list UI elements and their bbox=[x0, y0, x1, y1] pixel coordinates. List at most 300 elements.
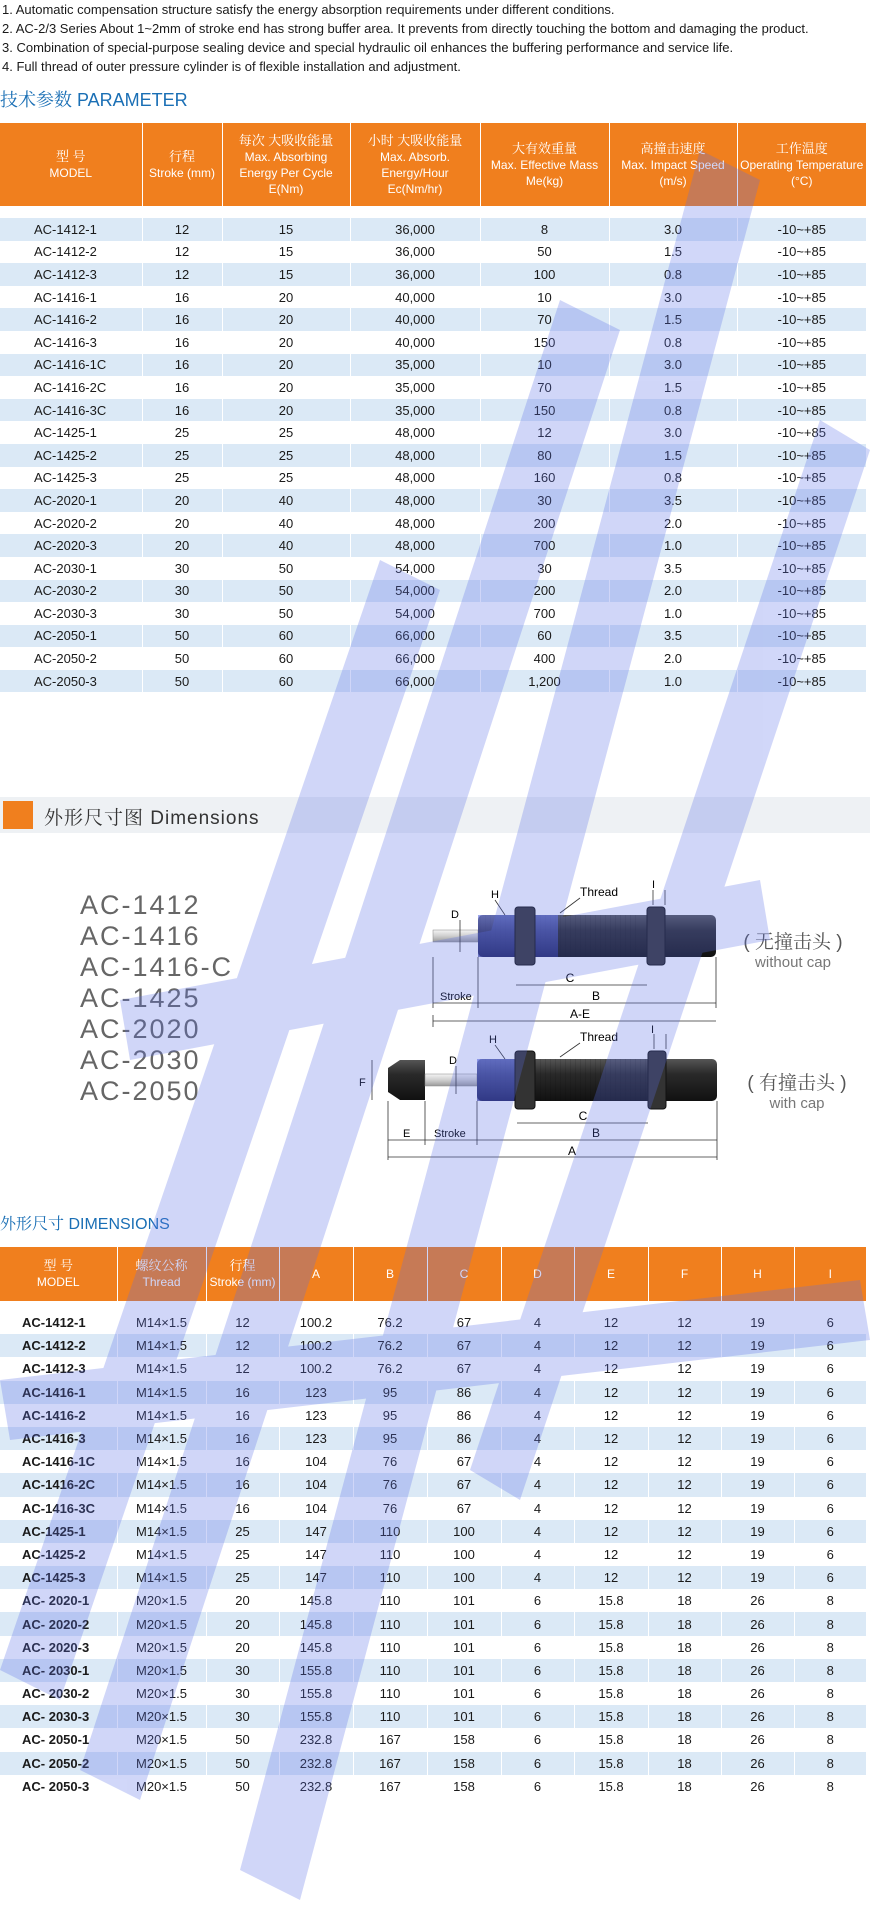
table-cell: 100.2 bbox=[279, 1311, 353, 1334]
table-cell: 15.8 bbox=[574, 1775, 648, 1798]
table-cell: 50 bbox=[142, 670, 222, 693]
table-cell: 0.8 bbox=[609, 263, 737, 286]
table-cell: 0.8 bbox=[609, 399, 737, 422]
model-name: AC-2050 bbox=[80, 1076, 201, 1106]
table-cell: 147 bbox=[279, 1543, 353, 1566]
table-cell: AC- 2030-1 bbox=[0, 1659, 117, 1682]
note-3: 3. Combination of special-purpose sealing device and special hydraulic oil enhances the buffering performance and service life. bbox=[2, 40, 734, 55]
table-cell: 15 bbox=[222, 218, 350, 241]
table-cell: 36,000 bbox=[350, 218, 480, 241]
blue-tint-2 bbox=[477, 1059, 517, 1101]
table-cell: M20×1.5 bbox=[117, 1636, 206, 1659]
table-cell: 104 bbox=[279, 1450, 353, 1473]
table-cell: AC-1416-3 bbox=[0, 331, 142, 354]
table-cell: M20×1.5 bbox=[117, 1612, 206, 1635]
table-cell: 50 bbox=[206, 1775, 279, 1798]
dim-header-i: I bbox=[794, 1247, 866, 1301]
table-cell: 6 bbox=[794, 1450, 866, 1473]
table-cell: 12 bbox=[648, 1311, 721, 1334]
table-cell: 16 bbox=[206, 1473, 279, 1496]
table-cell: 60 bbox=[222, 670, 350, 693]
table-cell: AC-1416-2C bbox=[0, 1473, 117, 1496]
table-cell: 40,000 bbox=[350, 331, 480, 354]
table-cell: 12 bbox=[574, 1497, 648, 1520]
table-cell: 20 bbox=[222, 399, 350, 422]
table-cell: M14×1.5 bbox=[117, 1520, 206, 1543]
table-row bbox=[0, 1543, 866, 1566]
table-cell: M20×1.5 bbox=[117, 1752, 206, 1775]
table-cell: 12 bbox=[648, 1334, 721, 1357]
table-cell: 86 bbox=[427, 1381, 501, 1404]
table-cell: 123 bbox=[279, 1427, 353, 1450]
table-cell: 12 bbox=[648, 1381, 721, 1404]
table-cell: 15.8 bbox=[574, 1612, 648, 1635]
piston-rod-2 bbox=[425, 1074, 477, 1086]
table-cell: 3.5 bbox=[609, 557, 737, 580]
table-cell: 2.0 bbox=[609, 647, 737, 670]
table-cell: 232.8 bbox=[279, 1775, 353, 1798]
table-cell: M14×1.5 bbox=[117, 1450, 206, 1473]
table-cell: AC-1416-1 bbox=[0, 286, 142, 309]
table-cell: -10~+85 bbox=[737, 263, 866, 286]
table-cell: 86 bbox=[427, 1404, 501, 1427]
table-cell: 50 bbox=[142, 625, 222, 648]
table-cell: -10~+85 bbox=[737, 625, 866, 648]
table-cell: M20×1.5 bbox=[117, 1705, 206, 1728]
table-cell: 4 bbox=[501, 1404, 574, 1427]
table-cell: 6 bbox=[501, 1612, 574, 1635]
table-row bbox=[0, 1775, 866, 1798]
table-cell: 12 bbox=[574, 1311, 648, 1334]
table-cell: 12 bbox=[574, 1473, 648, 1496]
table-cell: -10~+85 bbox=[737, 557, 866, 580]
table-cell: 110 bbox=[353, 1612, 427, 1635]
table-cell: 16 bbox=[142, 286, 222, 309]
table-cell: 70 bbox=[480, 308, 609, 331]
dim-label-d2: D bbox=[449, 1055, 457, 1067]
table-cell: 25 bbox=[222, 467, 350, 490]
table-cell: 26 bbox=[721, 1728, 794, 1751]
table-cell: 30 bbox=[142, 557, 222, 580]
table-row bbox=[0, 1311, 866, 1334]
table-cell: 76.2 bbox=[353, 1334, 427, 1357]
table-cell: -10~+85 bbox=[737, 512, 866, 535]
table-cell: 12 bbox=[574, 1543, 648, 1566]
table-cell: 30 bbox=[142, 602, 222, 625]
table-cell: 35,000 bbox=[350, 354, 480, 377]
dim-header-b: B bbox=[353, 1247, 427, 1301]
table-cell: 6 bbox=[501, 1752, 574, 1775]
table-cell: AC-1416-3 bbox=[0, 1427, 117, 1450]
table-cell: 36,000 bbox=[350, 263, 480, 286]
table-cell: 20 bbox=[206, 1589, 279, 1612]
table-cell: 4 bbox=[501, 1357, 574, 1380]
table-cell: 104 bbox=[279, 1473, 353, 1496]
table-row bbox=[0, 1636, 866, 1659]
table-cell: 15.8 bbox=[574, 1682, 648, 1705]
table-cell: 19 bbox=[721, 1473, 794, 1496]
table-cell: M20×1.5 bbox=[117, 1589, 206, 1612]
note-2: 2. AC-2/3 Series About 1~2mm of stroke end has strong buffer area. It prevents from directly touching the bottom and damaging the product. bbox=[2, 21, 809, 36]
table-cell: 12 bbox=[574, 1357, 648, 1380]
table-cell: 6 bbox=[501, 1659, 574, 1682]
table-cell: 8 bbox=[794, 1682, 866, 1705]
table-cell: 12 bbox=[142, 241, 222, 264]
table-cell: 50 bbox=[206, 1728, 279, 1751]
table-cell: 6 bbox=[794, 1381, 866, 1404]
table-cell: 19 bbox=[721, 1427, 794, 1450]
table-cell: 100 bbox=[427, 1520, 501, 1543]
table-cell: AC-2020-3 bbox=[0, 534, 142, 557]
table-cell: 40 bbox=[222, 534, 350, 557]
table-cell: 12 bbox=[648, 1520, 721, 1543]
table-cell: AC-2030-1 bbox=[0, 557, 142, 580]
table-cell: 6 bbox=[794, 1473, 866, 1496]
table-cell: 60 bbox=[222, 625, 350, 648]
table-cell: 100 bbox=[427, 1566, 501, 1589]
table-cell: AC-1425-1 bbox=[0, 1520, 117, 1543]
model-name: AC-1416-C bbox=[80, 952, 234, 982]
table-cell: 67 bbox=[427, 1450, 501, 1473]
table-cell: 0.8 bbox=[609, 467, 737, 490]
table-cell: 36,000 bbox=[350, 241, 480, 264]
table-cell: 700 bbox=[480, 534, 609, 557]
dimensions-title: 外形尺寸 DIMENSIONS bbox=[0, 1216, 170, 1233]
table-cell: 67 bbox=[427, 1334, 501, 1357]
table-cell: 110 bbox=[353, 1705, 427, 1728]
table-cell: 18 bbox=[648, 1775, 721, 1798]
table-cell: AC-1425-1 bbox=[0, 421, 142, 444]
table-cell: 155.8 bbox=[279, 1659, 353, 1682]
dimensions-table bbox=[0, 1247, 866, 1798]
table-cell: 50 bbox=[480, 241, 609, 264]
table-cell: 40 bbox=[222, 512, 350, 535]
table-cell: 6 bbox=[501, 1682, 574, 1705]
table-cell: 100 bbox=[427, 1543, 501, 1566]
table-cell: 1.5 bbox=[609, 241, 737, 264]
table-cell: -10~+85 bbox=[737, 354, 866, 377]
table-cell: 26 bbox=[721, 1612, 794, 1635]
table-cell: 232.8 bbox=[279, 1728, 353, 1751]
table-cell: 6 bbox=[501, 1775, 574, 1798]
table-cell: 15 bbox=[222, 263, 350, 286]
table-cell: 110 bbox=[353, 1589, 427, 1612]
dim-header-e: E bbox=[574, 1247, 648, 1301]
table-cell: M20×1.5 bbox=[117, 1728, 206, 1751]
with-cap-label bbox=[722, 1068, 870, 1112]
lock-nut-rear-1 bbox=[647, 907, 665, 965]
table-cell: -10~+85 bbox=[737, 580, 866, 603]
piston-rod-1 bbox=[433, 930, 478, 942]
table-cell: 16 bbox=[206, 1381, 279, 1404]
dim-label-c2: C bbox=[578, 1109, 588, 1123]
table-cell: 4 bbox=[501, 1311, 574, 1334]
table-cell: -10~+85 bbox=[737, 670, 866, 693]
table-cell: 158 bbox=[427, 1728, 501, 1751]
table-cell: AC- 2050-1 bbox=[0, 1728, 117, 1751]
table-cell: 25 bbox=[206, 1566, 279, 1589]
table-cell: 95 bbox=[353, 1404, 427, 1427]
table-cell: 101 bbox=[427, 1589, 501, 1612]
dim-label-thread: Thread bbox=[580, 885, 619, 899]
table-cell: AC-1425-2 bbox=[0, 1543, 117, 1566]
table-cell: 0.8 bbox=[609, 331, 737, 354]
table-cell: 101 bbox=[427, 1659, 501, 1682]
table-cell: 123 bbox=[279, 1381, 353, 1404]
table-cell: 54,000 bbox=[350, 557, 480, 580]
table-cell: AC-1416-3C bbox=[0, 1497, 117, 1520]
table-cell: 26 bbox=[721, 1775, 794, 1798]
table-cell: 147 bbox=[279, 1566, 353, 1589]
table-cell: M20×1.5 bbox=[117, 1659, 206, 1682]
table-cell: 19 bbox=[721, 1404, 794, 1427]
table-cell: 12 bbox=[574, 1427, 648, 1450]
table-cell: 48,000 bbox=[350, 512, 480, 535]
table-cell: 86 bbox=[427, 1427, 501, 1450]
table-cell: 100 bbox=[480, 263, 609, 286]
table-cell: 18 bbox=[648, 1728, 721, 1751]
table-cell: 67 bbox=[427, 1497, 501, 1520]
model-name: AC-1416 bbox=[80, 921, 201, 951]
table-cell: 200 bbox=[480, 512, 609, 535]
table-cell: 1.0 bbox=[609, 534, 737, 557]
table-cell: 12 bbox=[574, 1404, 648, 1427]
table-cell: 76 bbox=[353, 1450, 427, 1473]
table-cell: 158 bbox=[427, 1775, 501, 1798]
table-cell: 95 bbox=[353, 1427, 427, 1450]
table-cell: AC-1412-1 bbox=[0, 1311, 117, 1334]
table-cell: 18 bbox=[648, 1682, 721, 1705]
dim-label-c: C bbox=[565, 971, 575, 985]
table-cell: 25 bbox=[222, 421, 350, 444]
table-cell: 19 bbox=[721, 1566, 794, 1589]
dim-label-d: D bbox=[451, 909, 459, 921]
table-cell: 48,000 bbox=[350, 489, 480, 512]
table-cell: -10~+85 bbox=[737, 647, 866, 670]
table-cell: -10~+85 bbox=[737, 444, 866, 467]
table-cell: AC- 2050-2 bbox=[0, 1752, 117, 1775]
table-cell: 30 bbox=[206, 1682, 279, 1705]
table-cell: 48,000 bbox=[350, 534, 480, 557]
table-cell: AC-2030-3 bbox=[0, 602, 142, 625]
table-cell: -10~+85 bbox=[737, 286, 866, 309]
table-cell: 155.8 bbox=[279, 1705, 353, 1728]
table-cell: 8 bbox=[794, 1589, 866, 1612]
table-cell: 54,000 bbox=[350, 602, 480, 625]
impact-cap bbox=[388, 1060, 425, 1100]
table-cell: M14×1.5 bbox=[117, 1543, 206, 1566]
param-header-model: 型 号 MODEL bbox=[0, 123, 142, 206]
table-cell: 67 bbox=[427, 1311, 501, 1334]
table-cell: 3.0 bbox=[609, 354, 737, 377]
table-cell: 15.8 bbox=[574, 1589, 648, 1612]
table-cell: 160 bbox=[480, 467, 609, 490]
table-cell: AC- 2030-2 bbox=[0, 1682, 117, 1705]
table-cell: 25 bbox=[142, 421, 222, 444]
table-cell: 6 bbox=[794, 1543, 866, 1566]
table-cell: 40,000 bbox=[350, 286, 480, 309]
table-cell: 66,000 bbox=[350, 647, 480, 670]
table-cell: 18 bbox=[648, 1612, 721, 1635]
dim-label-i2: I bbox=[651, 1024, 655, 1036]
without-cap-en: without cap bbox=[755, 954, 831, 971]
table-cell: M14×1.5 bbox=[117, 1497, 206, 1520]
table-cell: 110 bbox=[353, 1636, 427, 1659]
table-cell: AC-1412-3 bbox=[0, 263, 142, 286]
table-cell: 16 bbox=[206, 1450, 279, 1473]
table-cell: 123 bbox=[279, 1404, 353, 1427]
dim-label-stroke2: Stroke bbox=[434, 1128, 466, 1140]
dim-label-b: B bbox=[591, 989, 601, 1003]
dim-label-h: H bbox=[491, 889, 499, 901]
without-cap-label bbox=[718, 927, 868, 971]
spacer-cell bbox=[0, 1301, 866, 1311]
dim-label-i: I bbox=[652, 879, 656, 891]
table-cell: 26 bbox=[721, 1705, 794, 1728]
table-cell: 1.5 bbox=[609, 308, 737, 331]
dim-header-f: F bbox=[648, 1247, 721, 1301]
table-cell: 35,000 bbox=[350, 376, 480, 399]
table-cell: AC- 2030-3 bbox=[0, 1705, 117, 1728]
lock-nut-front-1 bbox=[515, 907, 535, 965]
param-header-speed: 高撞击速度 Max. Impact Speed (m/s) bbox=[609, 123, 737, 206]
table-cell: 3.0 bbox=[609, 286, 737, 309]
table-row bbox=[0, 1404, 866, 1427]
table-cell: 15.8 bbox=[574, 1728, 648, 1751]
table-cell: 50 bbox=[222, 580, 350, 603]
table-cell: 25 bbox=[206, 1543, 279, 1566]
table-row bbox=[0, 1450, 866, 1473]
table-row bbox=[0, 1752, 866, 1775]
table-cell: 12 bbox=[206, 1311, 279, 1334]
table-cell: AC-1416-1C bbox=[0, 354, 142, 377]
table-cell: 48,000 bbox=[350, 444, 480, 467]
table-cell: M14×1.5 bbox=[117, 1404, 206, 1427]
table-cell: 20 bbox=[222, 286, 350, 309]
table-cell: 26 bbox=[721, 1636, 794, 1659]
table-cell: M14×1.5 bbox=[117, 1311, 206, 1334]
table-row bbox=[0, 1728, 866, 1751]
drawing-with-cap bbox=[359, 1024, 717, 1160]
table-cell: 200 bbox=[480, 580, 609, 603]
dim-label-ae: A-E bbox=[569, 1007, 591, 1021]
table-cell: AC-1425-3 bbox=[0, 467, 142, 490]
table-cell: 60 bbox=[480, 625, 609, 648]
table-cell: 3.5 bbox=[609, 625, 737, 648]
table-cell: 19 bbox=[721, 1381, 794, 1404]
table-cell: 50 bbox=[142, 647, 222, 670]
table-cell: 95 bbox=[353, 1381, 427, 1404]
parameter-title: 技术参数 PARAMETER bbox=[0, 90, 188, 110]
table-cell: -10~+85 bbox=[737, 534, 866, 557]
param-header-energy-cycle: 每次 大吸收能量 Max. Absorbing Energy Per Cycle E(Nm) bbox=[222, 123, 350, 206]
dim-label-h2: H bbox=[489, 1034, 497, 1046]
dimensions-table-body bbox=[0, 1301, 866, 1798]
table-cell: 6 bbox=[501, 1636, 574, 1659]
table-cell: M20×1.5 bbox=[117, 1775, 206, 1798]
table-cell: 101 bbox=[427, 1636, 501, 1659]
table-row bbox=[0, 1612, 866, 1635]
table-cell: AC-2030-2 bbox=[0, 580, 142, 603]
table-cell: 12 bbox=[648, 1497, 721, 1520]
table-cell: 145.8 bbox=[279, 1612, 353, 1635]
table-cell: AC- 2020-3 bbox=[0, 1636, 117, 1659]
table-cell: AC-2020-1 bbox=[0, 489, 142, 512]
table-cell: 100.2 bbox=[279, 1334, 353, 1357]
table-cell: 150 bbox=[480, 331, 609, 354]
table-cell: 26 bbox=[721, 1589, 794, 1612]
table-cell: 150 bbox=[480, 399, 609, 422]
table-row bbox=[0, 1497, 866, 1520]
table-cell: 4 bbox=[501, 1473, 574, 1496]
table-cell: 104 bbox=[279, 1497, 353, 1520]
table-cell: 19 bbox=[721, 1497, 794, 1520]
table-cell: 25 bbox=[142, 444, 222, 467]
table-row bbox=[0, 1520, 866, 1543]
table-row bbox=[0, 1427, 866, 1450]
table-cell: AC-1416-2C bbox=[0, 376, 142, 399]
table-cell: 110 bbox=[353, 1682, 427, 1705]
table-cell: 12 bbox=[648, 1543, 721, 1566]
table-cell: 3.0 bbox=[609, 218, 737, 241]
dim-label-b2: B bbox=[591, 1126, 601, 1140]
table-row bbox=[0, 1682, 866, 1705]
table-cell: 19 bbox=[721, 1311, 794, 1334]
table-cell: 10 bbox=[480, 354, 609, 377]
model-name: AC-1425 bbox=[80, 983, 201, 1013]
table-cell: 12 bbox=[480, 421, 609, 444]
dim-header-stroke: 行程 Stroke (mm) bbox=[206, 1247, 279, 1301]
table-cell: M14×1.5 bbox=[117, 1566, 206, 1589]
model-name: AC-1412 bbox=[80, 890, 201, 920]
table-cell: 40 bbox=[222, 489, 350, 512]
table-cell: 8 bbox=[794, 1612, 866, 1635]
table-cell: 12 bbox=[648, 1473, 721, 1496]
table-cell: 6 bbox=[501, 1705, 574, 1728]
table-cell: 66,000 bbox=[350, 625, 480, 648]
table-cell: 19 bbox=[721, 1520, 794, 1543]
dimensions-banner-title: 外形尺寸图 Dimensions bbox=[44, 808, 260, 829]
table-cell: 6 bbox=[794, 1404, 866, 1427]
table-cell: 4 bbox=[501, 1543, 574, 1566]
table-cell: 15.8 bbox=[574, 1705, 648, 1728]
table-cell: 4 bbox=[501, 1427, 574, 1450]
param-header-temperature: 工作温度 Operating Temperature (°C) bbox=[737, 123, 866, 206]
table-cell: 3.5 bbox=[609, 489, 737, 512]
table-cell: AC-1412-3 bbox=[0, 1357, 117, 1380]
table-cell: 12 bbox=[574, 1381, 648, 1404]
table-cell: M14×1.5 bbox=[117, 1334, 206, 1357]
table-cell: 26 bbox=[721, 1659, 794, 1682]
table-cell: 167 bbox=[353, 1752, 427, 1775]
table-cell: 101 bbox=[427, 1612, 501, 1635]
table-cell: 18 bbox=[648, 1636, 721, 1659]
table-cell: -10~+85 bbox=[737, 331, 866, 354]
table-cell: M14×1.5 bbox=[117, 1357, 206, 1380]
table-cell: 147 bbox=[279, 1520, 353, 1543]
table-cell: -10~+85 bbox=[737, 241, 866, 264]
table-cell: 12 bbox=[206, 1334, 279, 1357]
table-cell: 8 bbox=[794, 1728, 866, 1751]
table-cell: 1,200 bbox=[480, 670, 609, 693]
table-cell: 158 bbox=[427, 1752, 501, 1775]
table-cell: 4 bbox=[501, 1497, 574, 1520]
dim-header-thread: 螺纹公称 Thread bbox=[117, 1247, 206, 1301]
table-cell: 76.2 bbox=[353, 1311, 427, 1334]
table-cell: AC-2050-1 bbox=[0, 625, 142, 648]
table-cell: 30 bbox=[480, 489, 609, 512]
table-cell: 232.8 bbox=[279, 1752, 353, 1775]
